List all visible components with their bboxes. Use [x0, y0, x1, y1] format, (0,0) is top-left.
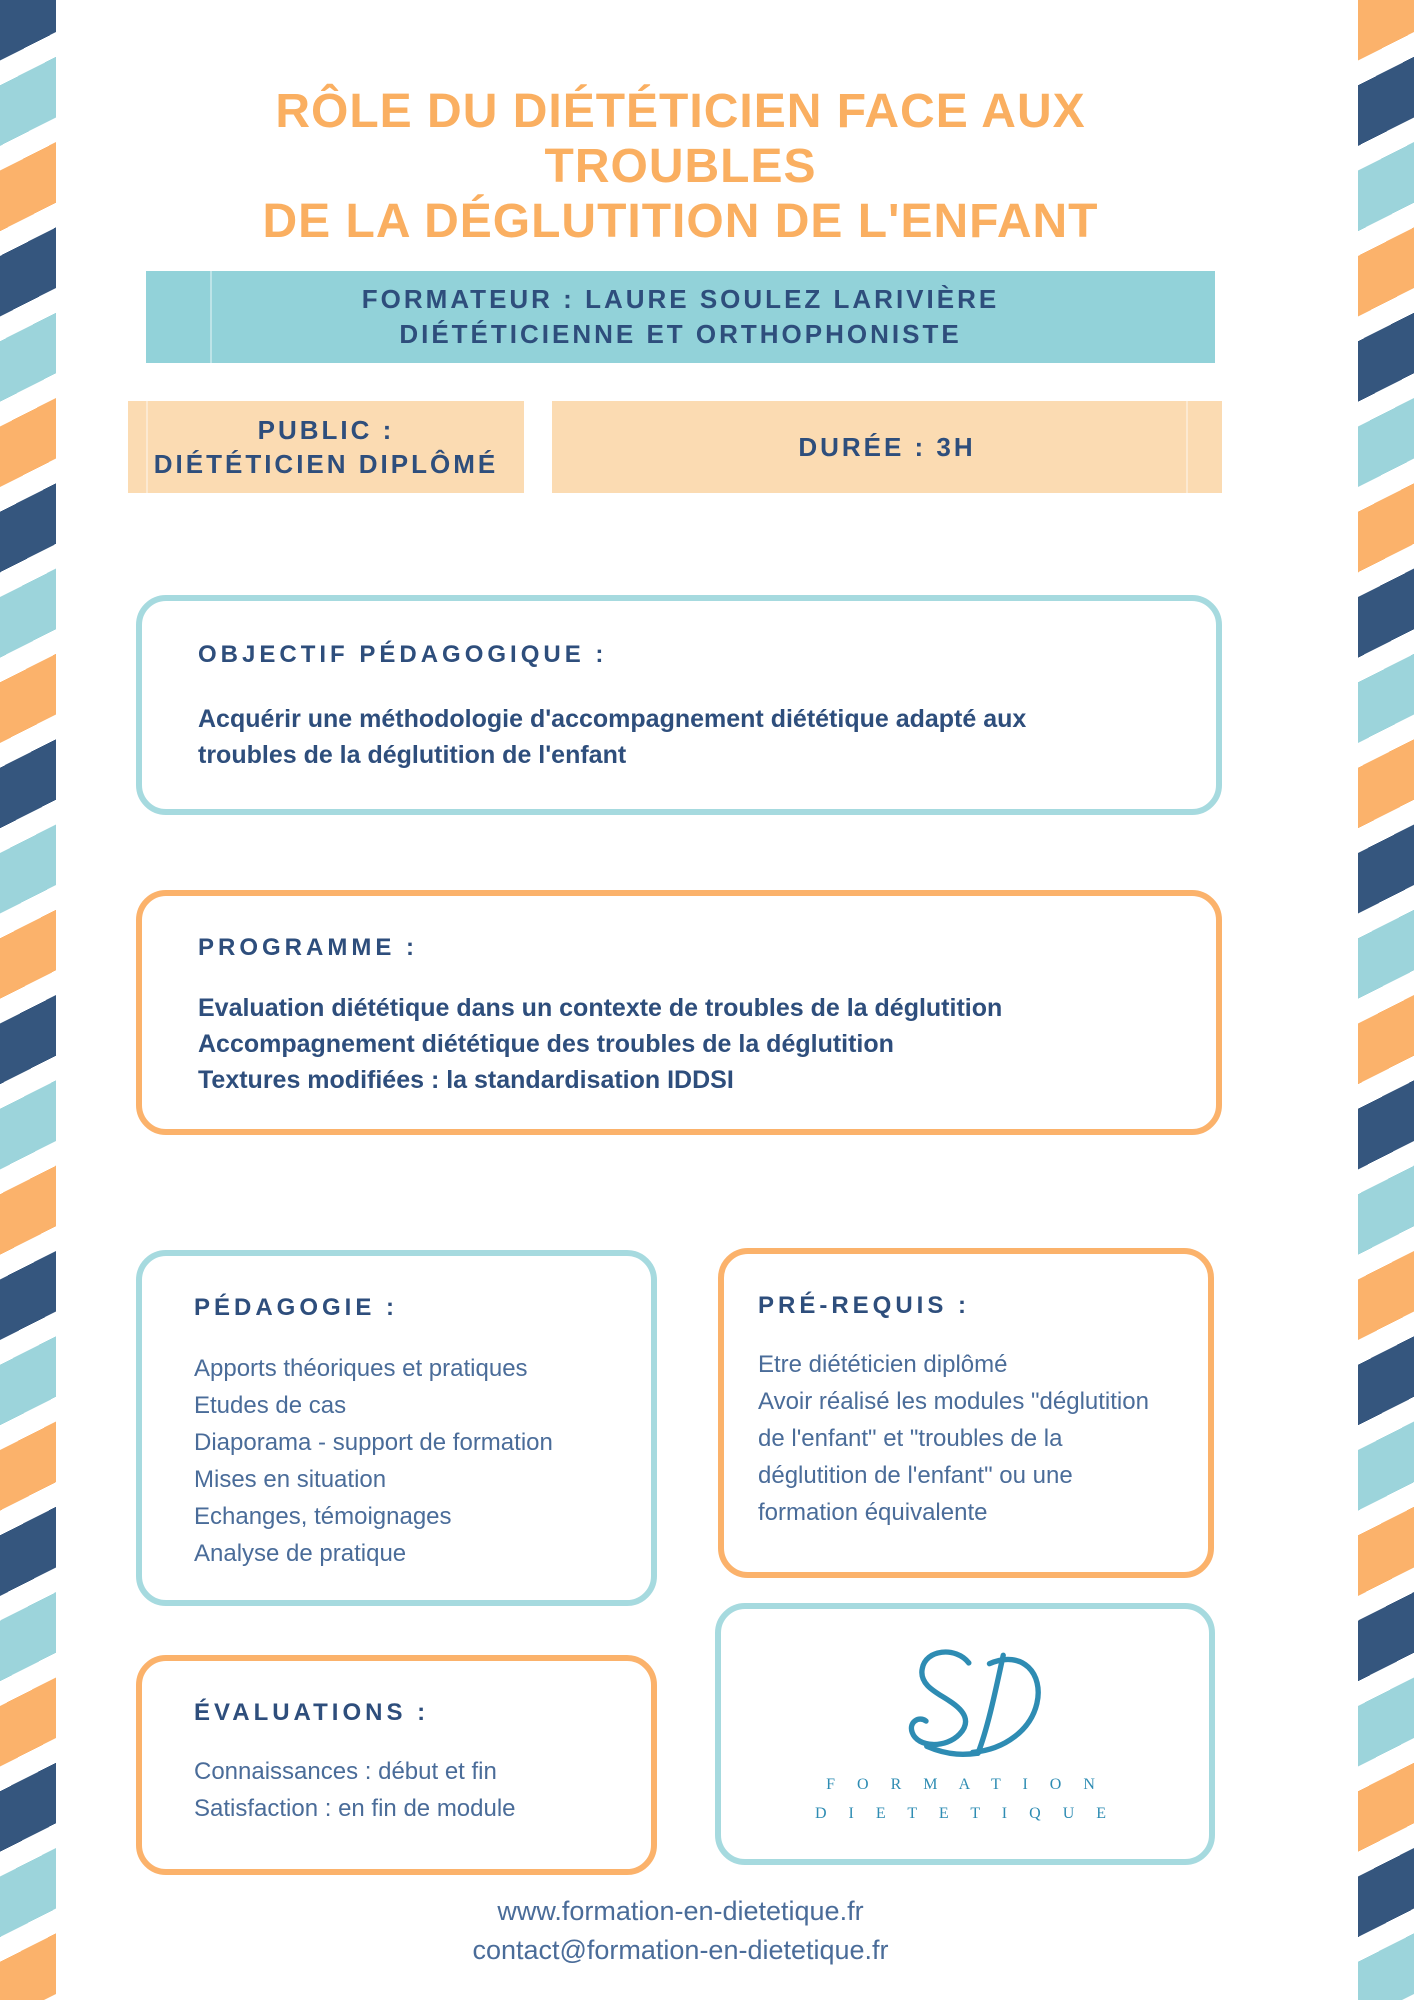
footer — [146, 1892, 1215, 1970]
prerequis-line: déglutition de l'enfant" ou une — [758, 1462, 1073, 1489]
public-box-seam — [146, 401, 148, 493]
pedagogie-item: Echanges, témoignages — [194, 1503, 452, 1530]
page-title-line1: RÔLE DU DIÉTÉTICIEN FACE AUX TROUBLES — [275, 85, 1086, 193]
right-stripe-border — [1358, 0, 1414, 2000]
trainer-banner-line1: FORMATEUR : LAURE SOULEZ LARIVIÈRE — [361, 284, 1000, 314]
section-pedagogie — [136, 1250, 657, 1606]
section-evaluations — [136, 1655, 657, 1875]
duration-box — [552, 401, 1222, 493]
banner-seam — [210, 271, 212, 363]
prerequis-line: Etre diététicien diplômé — [758, 1351, 1008, 1378]
prerequis-line: de l'enfant" et "troubles de la — [758, 1425, 1063, 1452]
evaluations-item: Satisfaction : en fin de module — [194, 1795, 516, 1822]
pedagogie-heading: PÉDAGOGIE : — [194, 1294, 399, 1321]
trainer-banner — [146, 271, 1215, 363]
page-title-line2: DE LA DÉGLUTITION DE L'ENFANT — [262, 195, 1099, 248]
public-label: PUBLIC : — [257, 415, 395, 445]
pedagogie-item: Apports théoriques et pratiques — [194, 1355, 528, 1382]
programme-heading: PROGRAMME : — [198, 934, 418, 961]
footer-website: www.formation-en-dietetique.fr — [497, 1896, 864, 1926]
evaluations-item: Connaissances : début et fin — [194, 1758, 497, 1785]
duration-box-seam — [1186, 401, 1188, 493]
programme-item: Textures modifiées : la standardisation IDDSI — [198, 1066, 734, 1094]
pedagogie-item: Etudes de cas — [194, 1392, 347, 1419]
brand-logo-card — [715, 1603, 1215, 1865]
duration-value: DURÉE : 3H — [798, 432, 976, 462]
programme-item: Evaluation diététique dans un contexte de troubles de la déglutition — [198, 994, 1003, 1022]
footer-email: contact@formation-en-dietetique.fr — [472, 1935, 889, 1965]
public-box — [128, 401, 524, 493]
pedagogie-item: Analyse de pratique — [194, 1540, 407, 1567]
pedagogie-item: Diaporama - support de formation — [194, 1429, 553, 1456]
prerequis-line: formation équivalente — [758, 1499, 988, 1526]
objectif-body-line: troubles de la déglutition de l'enfant — [198, 741, 627, 769]
section-objectif-pedagogique — [136, 595, 1222, 815]
public-value: DIÉTÉTICIEN DIPLÔMÉ — [153, 449, 499, 479]
logo-word-dietetique: D I E T E T I Q U E — [814, 1805, 1116, 1822]
objectif-body-line: Acquérir une méthodologie d'accompagnement diététique adapté aux — [198, 705, 1027, 733]
page-title — [146, 84, 1215, 249]
prerequis-heading: PRÉ-REQUIS : — [758, 1292, 971, 1319]
left-stripe-border — [0, 0, 56, 2000]
section-programme — [136, 890, 1222, 1135]
sd-monogram-icon — [880, 1640, 1050, 1770]
logo-word-formation: F O R M A T I O N — [826, 1776, 1104, 1793]
objectif-heading: OBJECTIF PÉDAGOGIQUE : — [198, 641, 608, 668]
section-prerequis — [718, 1248, 1214, 1578]
trainer-banner-line2: DIÉTÉTICIENNE ET ORTHOPHONISTE — [399, 319, 962, 349]
pedagogie-item: Mises en situation — [194, 1466, 387, 1493]
prerequis-line: Avoir réalisé les modules "déglutition — [758, 1388, 1149, 1415]
evaluations-heading: ÉVALUATIONS : — [194, 1699, 430, 1726]
programme-item: Accompagnement diététique des troubles de la déglutition — [198, 1030, 894, 1058]
